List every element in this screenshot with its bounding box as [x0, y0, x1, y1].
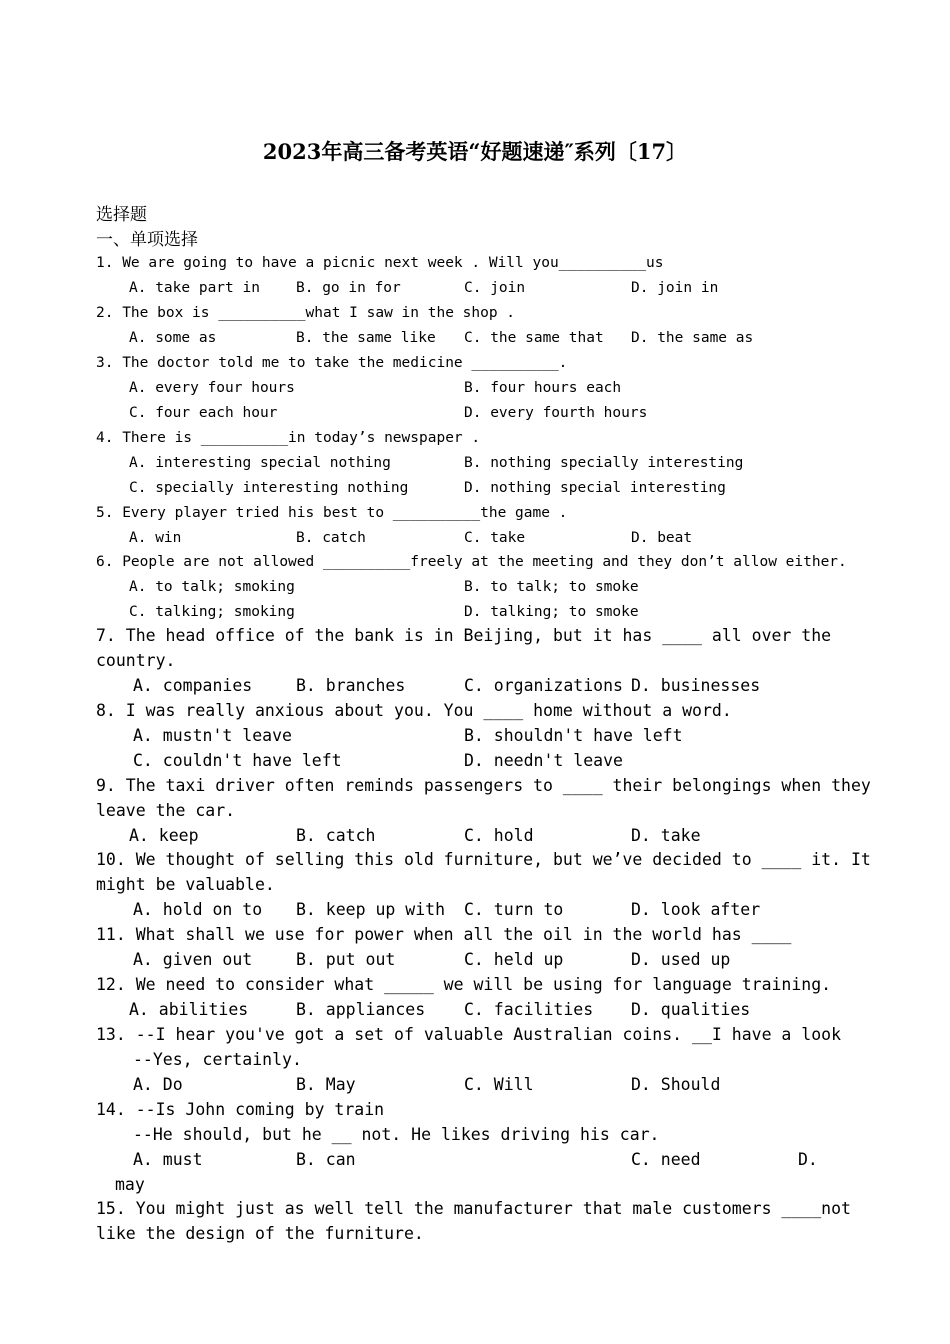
- option-c: C. Will: [464, 1075, 534, 1094]
- question-stem: 15. You might just as well tell the manufacturer that male customers ____not: [96, 1199, 851, 1218]
- subsection-heading: 一、单项选择: [96, 230, 198, 250]
- question-stem: 4. There is __________in today’s newspaper .: [96, 430, 481, 446]
- option-d: D. qualities: [631, 1000, 751, 1019]
- option-b: B. can: [296, 1150, 356, 1169]
- question-stem-continued: like the design of the furniture.: [96, 1224, 424, 1243]
- option-b: B. four hours each: [464, 380, 622, 396]
- question-stem: 13. --I hear you've got a set of valuable Australian coins. __I have a look: [96, 1025, 842, 1044]
- option-a: A. Do: [133, 1075, 183, 1094]
- option-c: C. the same that: [464, 330, 604, 346]
- question-stem: 1. We are going to have a picnic next week . Will you__________us: [96, 255, 664, 271]
- option-a: A. mustn't leave: [133, 726, 292, 745]
- question-stem: 6. People are not allowed __________freely at the meeting and they don’t allow either.: [96, 554, 847, 570]
- option-b: B. catch: [296, 826, 376, 845]
- page-title: 2023年高三备考英语“好题速递″系列〔17〕: [262, 139, 688, 164]
- option-c: C. facilities: [464, 1000, 594, 1019]
- option-b: B. nothing specially interesting: [464, 455, 744, 471]
- option-c: C. couldn't have left: [133, 751, 342, 770]
- option-a: A. companies: [133, 676, 253, 695]
- option-d: D. needn't leave: [464, 751, 623, 770]
- question-stem: 14. --Is John coming by train: [96, 1100, 385, 1119]
- question-stem-continued: might be valuable.: [96, 875, 275, 894]
- option-a: A. to talk; smoking: [129, 579, 295, 595]
- option-b: B. put out: [296, 950, 396, 969]
- option-d: D. talking; to smoke: [464, 604, 639, 620]
- option-a: A. interesting special nothing: [129, 455, 391, 471]
- option-a: A. take part in: [129, 280, 260, 296]
- question-stem: 7. The head office of the bank is in Beijing, but it has ____ all over the: [96, 626, 832, 645]
- option-b: B. catch: [296, 530, 366, 546]
- question-stem: 9. The taxi driver often reminds passengers to ____ their belongings when they: [96, 776, 871, 795]
- option-a: A. win: [129, 530, 182, 546]
- option-d: D. the same as: [631, 330, 754, 346]
- option-d: D. Should: [631, 1075, 721, 1094]
- option-b: B. to talk; to smoke: [464, 579, 639, 595]
- option-a: A. given out: [133, 950, 253, 969]
- question-stem-continued: country.: [96, 651, 176, 670]
- option-c: C. four each hour: [129, 405, 278, 421]
- option-b: B. go in for: [296, 280, 401, 296]
- option-b: B. appliances: [296, 1000, 426, 1019]
- question-stem: 2. The box is __________what I saw in the shop .: [96, 305, 516, 321]
- option-a: A. abilities: [129, 1000, 249, 1019]
- question-stem: 5. Every player tried his best to __________the game .: [96, 505, 568, 521]
- question-stem-continued: leave the car.: [96, 801, 236, 820]
- option-d: D. beat: [631, 530, 693, 546]
- question-stem: 10. We thought of selling this old furniture, but we’ve decided to ____ it. It: [96, 850, 871, 869]
- option-b: B. the same like: [296, 330, 436, 346]
- option-c: C. need: [631, 1150, 701, 1169]
- option-b: B. shouldn't have left: [464, 726, 683, 745]
- option-b: B. keep up with: [296, 900, 446, 919]
- question-stem: 3. The doctor told me to take the medicine __________.: [96, 355, 568, 371]
- option-b: B. branches: [296, 676, 406, 695]
- dialogue-reply: --He should, but he __ not. He likes driving his car.: [133, 1125, 660, 1144]
- question-stem: 11. What shall we use for power when all the oil in the world has ____: [96, 925, 792, 944]
- option-a: A. hold on to: [133, 900, 263, 919]
- question-stem: 12. We need to consider what _____ we will be using for language training.: [96, 975, 832, 994]
- option-d: D. look after: [631, 900, 761, 919]
- question-stem: 8. I was really anxious about you. You ____ home without a word.: [96, 701, 732, 720]
- option-a: A. keep: [129, 826, 199, 845]
- option-a: A. every four hours: [129, 380, 295, 396]
- option-c: C. join: [464, 280, 526, 296]
- option-c: C. take: [464, 530, 526, 546]
- option-d: D. join in: [631, 280, 719, 296]
- option-a: A. must: [133, 1150, 203, 1169]
- option-c: C. talking; smoking: [129, 604, 295, 620]
- option-c: C. turn to: [464, 900, 564, 919]
- option-c: C. organizations: [464, 676, 623, 695]
- option-a: A. some as: [129, 330, 217, 346]
- option-d: D. take: [631, 826, 701, 845]
- option-c: C. held up: [464, 950, 564, 969]
- option-d-text: may: [115, 1175, 145, 1194]
- option-d: D. every fourth hours: [464, 405, 648, 421]
- option-d: D. nothing special interesting: [464, 480, 726, 496]
- option-c: C. specially interesting nothing: [129, 480, 409, 496]
- option-c: C. hold: [464, 826, 534, 845]
- dialogue-reply: --Yes, certainly.: [133, 1050, 302, 1069]
- option-b: B. May: [296, 1075, 356, 1094]
- option-d-label: D.: [798, 1150, 818, 1169]
- section-heading: 选择题: [96, 205, 147, 225]
- option-d: D. businesses: [631, 676, 761, 695]
- option-d: D. used up: [631, 950, 731, 969]
